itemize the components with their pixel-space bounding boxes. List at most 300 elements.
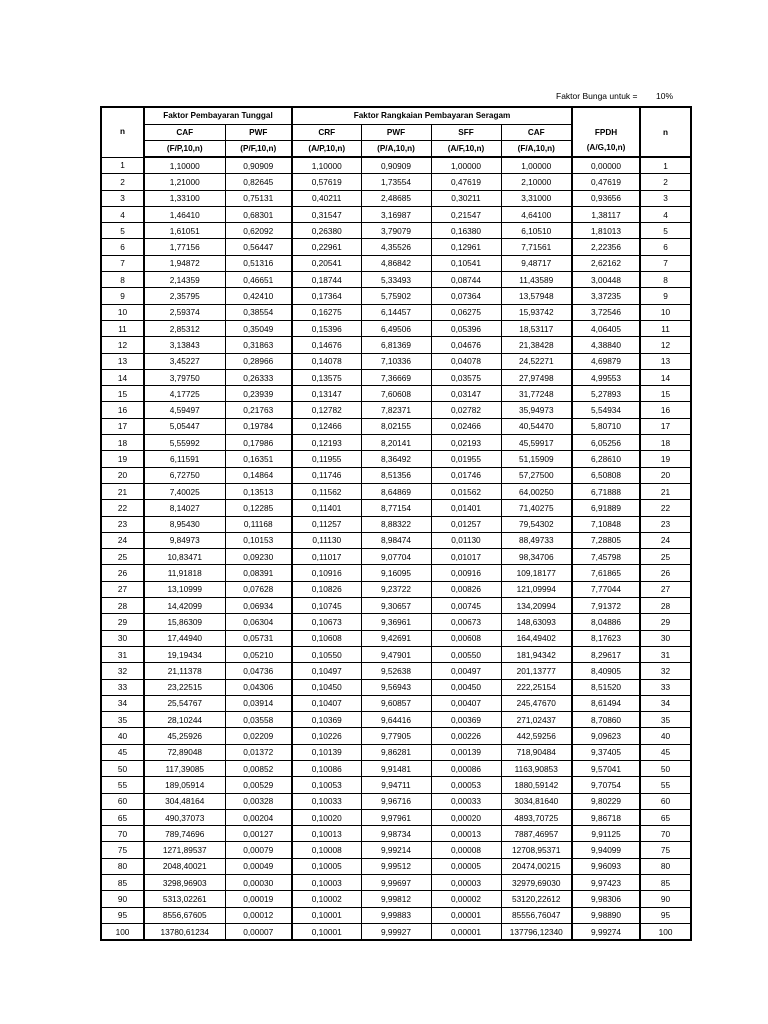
table-row [101, 679, 691, 695]
interest-rate-value: 10% [656, 91, 674, 101]
table-row [101, 598, 691, 614]
cell-n-right: 34 [640, 695, 691, 711]
cell-pwf-pa: 4,35526 [361, 239, 431, 255]
cell-sff-af: 0,00745 [431, 598, 501, 614]
cell-sff-af: 0,00226 [431, 728, 501, 744]
cell-pwf-pa: 3,16987 [361, 206, 431, 222]
cell-caf-fp: 8,95430 [144, 516, 225, 532]
cell-pwf-pa: 9,23722 [361, 581, 431, 597]
cell-n-right: 75 [640, 842, 691, 858]
cell-fpdh-ag: 9,94099 [572, 842, 640, 858]
cell-n-left: 13 [101, 353, 144, 369]
cell-pwf-pa: 9,60857 [361, 695, 431, 711]
cell-sff-af: 0,00369 [431, 712, 501, 728]
cell-crf-ap: 0,11955 [292, 451, 361, 467]
cell-crf-ap: 0,16275 [292, 304, 361, 320]
cell-caf-fp: 5313,02261 [144, 891, 225, 907]
table-row [101, 793, 691, 809]
cell-n-right: 65 [640, 809, 691, 825]
cell-pwf-pf: 0,23939 [225, 386, 292, 402]
table-row [101, 842, 691, 858]
cell-n-right: 45 [640, 744, 691, 760]
table-row [101, 467, 691, 483]
table-row [101, 402, 691, 418]
table-header [101, 107, 691, 157]
formula-ap: (A/P,10,n) [292, 141, 361, 158]
cell-caf-fp: 13780,61234 [144, 923, 225, 940]
cell-n-right: 60 [640, 793, 691, 809]
cell-n-right: 20 [640, 467, 691, 483]
cell-caf-fa: 51,15909 [501, 451, 572, 467]
table-row [101, 826, 691, 842]
cell-pwf-pa: 7,82371 [361, 402, 431, 418]
cell-caf-fp: 490,37073 [144, 809, 225, 825]
table-row [101, 386, 691, 402]
cell-pwf-pa: 9,52638 [361, 663, 431, 679]
cell-pwf-pf: 0,02209 [225, 728, 292, 744]
cell-pwf-pf: 0,13513 [225, 483, 292, 499]
header-n-right-spacer [640, 107, 691, 125]
cell-pwf-pf: 0,16351 [225, 451, 292, 467]
cell-caf-fa: 222,25154 [501, 679, 572, 695]
header-n-right: n [640, 125, 691, 141]
cell-n-right: 3 [640, 190, 691, 206]
cell-crf-ap: 0,10369 [292, 712, 361, 728]
cell-sff-af: 0,01955 [431, 451, 501, 467]
cell-sff-af: 0,02466 [431, 418, 501, 434]
cell-pwf-pf: 0,28966 [225, 353, 292, 369]
cell-n-left: 5 [101, 223, 144, 239]
cell-fpdh-ag: 8,51520 [572, 679, 640, 695]
cell-caf-fp: 1271,89537 [144, 842, 225, 858]
cell-caf-fp: 1,94872 [144, 255, 225, 271]
cell-caf-fp: 3,13843 [144, 337, 225, 353]
cell-pwf-pa: 8,64869 [361, 483, 431, 499]
cell-sff-af: 0,02193 [431, 435, 501, 451]
table-row [101, 451, 691, 467]
cell-caf-fa: 27,97498 [501, 369, 572, 385]
table-row [101, 907, 691, 923]
cell-pwf-pa: 7,60608 [361, 386, 431, 402]
cell-pwf-pf: 0,90909 [225, 157, 292, 174]
table-row [101, 435, 691, 451]
cell-pwf-pa: 6,49506 [361, 320, 431, 336]
cell-n-left: 2 [101, 174, 144, 190]
cell-caf-fa: 21,38428 [501, 337, 572, 353]
cell-crf-ap: 0,10139 [292, 744, 361, 760]
cell-caf-fp: 3,45227 [144, 353, 225, 369]
cell-sff-af: 0,05396 [431, 320, 501, 336]
cell-crf-ap: 0,10020 [292, 809, 361, 825]
formula-ag: (A/G,10,n) [572, 141, 640, 158]
cell-pwf-pf: 0,04736 [225, 663, 292, 679]
cell-sff-af: 0,06275 [431, 304, 501, 320]
cell-pwf-pa: 9,47901 [361, 646, 431, 662]
cell-caf-fp: 2,35795 [144, 288, 225, 304]
cell-pwf-pa: 8,20141 [361, 435, 431, 451]
cell-fpdh-ag: 2,22356 [572, 239, 640, 255]
cell-n-left: 40 [101, 728, 144, 744]
cell-crf-ap: 0,11746 [292, 467, 361, 483]
cell-caf-fa: 164,49402 [501, 630, 572, 646]
cell-caf-fa: 7887,46957 [501, 826, 572, 842]
cell-n-left: 4 [101, 206, 144, 222]
cell-caf-fa: 181,94342 [501, 646, 572, 662]
cell-sff-af: 0,00550 [431, 646, 501, 662]
cell-n-left: 75 [101, 842, 144, 858]
cell-sff-af: 0,00450 [431, 679, 501, 695]
cell-caf-fp: 1,21000 [144, 174, 225, 190]
formula-fa: (F/A,10,n) [501, 141, 572, 158]
cell-pwf-pf: 0,68301 [225, 206, 292, 222]
cell-crf-ap: 0,10033 [292, 793, 361, 809]
cell-n-right: 10 [640, 304, 691, 320]
table-row [101, 190, 691, 206]
cell-caf-fa: 88,49733 [501, 532, 572, 548]
cell-sff-af: 0,04676 [431, 337, 501, 353]
table-row [101, 223, 691, 239]
cell-crf-ap: 0,13147 [292, 386, 361, 402]
cell-crf-ap: 0,10053 [292, 777, 361, 793]
cell-caf-fa: 271,02437 [501, 712, 572, 728]
header-caf-fp: CAF [144, 125, 225, 141]
table-row [101, 483, 691, 499]
cell-pwf-pf: 0,12285 [225, 500, 292, 516]
cell-caf-fp: 23,22515 [144, 679, 225, 695]
cell-pwf-pa: 3,79079 [361, 223, 431, 239]
cell-caf-fp: 72,89048 [144, 744, 225, 760]
cell-n-left: 12 [101, 337, 144, 353]
cell-crf-ap: 0,10003 [292, 875, 361, 891]
cell-crf-ap: 1,10000 [292, 157, 361, 174]
cell-pwf-pa: 8,88322 [361, 516, 431, 532]
cell-fpdh-ag: 5,27893 [572, 386, 640, 402]
cell-pwf-pf: 0,46651 [225, 272, 292, 288]
cell-caf-fp: 2,85312 [144, 320, 225, 336]
cell-sff-af: 0,00033 [431, 793, 501, 809]
cell-pwf-pa: 7,10336 [361, 353, 431, 369]
table-row [101, 875, 691, 891]
cell-crf-ap: 0,18744 [292, 272, 361, 288]
cell-pwf-pa: 8,02155 [361, 418, 431, 434]
cell-sff-af: 0,47619 [431, 174, 501, 190]
cell-pwf-pf: 0,51316 [225, 255, 292, 271]
cell-caf-fp: 14,42099 [144, 598, 225, 614]
cell-n-right: 40 [640, 728, 691, 744]
cell-n-right: 21 [640, 483, 691, 499]
cell-caf-fa: 137796,12340 [501, 923, 572, 940]
cell-fpdh-ag: 8,17623 [572, 630, 640, 646]
cell-sff-af: 0,00407 [431, 695, 501, 711]
cell-crf-ap: 0,10745 [292, 598, 361, 614]
cell-n-left: 10 [101, 304, 144, 320]
cell-n-right: 18 [640, 435, 691, 451]
cell-pwf-pf: 0,00030 [225, 875, 292, 891]
cell-crf-ap: 0,10226 [292, 728, 361, 744]
cell-caf-fp: 45,25926 [144, 728, 225, 744]
cell-caf-fa: 31,77248 [501, 386, 572, 402]
cell-pwf-pa: 9,99512 [361, 858, 431, 874]
interest-factor-table [100, 106, 692, 941]
cell-n-left: 18 [101, 435, 144, 451]
table-row [101, 663, 691, 679]
cell-n-left: 6 [101, 239, 144, 255]
cell-caf-fa: 45,59917 [501, 435, 572, 451]
cell-caf-fa: 1,00000 [501, 157, 572, 174]
cell-caf-fa: 57,27500 [501, 467, 572, 483]
cell-caf-fp: 2,14359 [144, 272, 225, 288]
cell-fpdh-ag: 7,45798 [572, 549, 640, 565]
header-caf-fa: CAF [501, 125, 572, 141]
cell-pwf-pf: 0,21763 [225, 402, 292, 418]
cell-pwf-pa: 1,73554 [361, 174, 431, 190]
cell-fpdh-ag: 0,00000 [572, 157, 640, 174]
cell-n-left: 80 [101, 858, 144, 874]
cell-sff-af: 0,03575 [431, 369, 501, 385]
cell-fpdh-ag: 4,99553 [572, 369, 640, 385]
table-row [101, 744, 691, 760]
formula-n-right-spacer [640, 141, 691, 158]
cell-pwf-pa: 8,77154 [361, 500, 431, 516]
cell-caf-fp: 789,74696 [144, 826, 225, 842]
cell-fpdh-ag: 7,10848 [572, 516, 640, 532]
cell-sff-af: 0,00139 [431, 744, 501, 760]
cell-caf-fa: 6,10510 [501, 223, 572, 239]
cell-pwf-pf: 0,26333 [225, 369, 292, 385]
cell-crf-ap: 0,12782 [292, 402, 361, 418]
cell-sff-af: 0,16380 [431, 223, 501, 239]
cell-caf-fp: 3,79750 [144, 369, 225, 385]
cell-n-right: 2 [640, 174, 691, 190]
cell-caf-fp: 19,19434 [144, 646, 225, 662]
cell-pwf-pf: 0,07628 [225, 581, 292, 597]
header-pwf-pa: PWF [361, 125, 431, 141]
cell-pwf-pf: 0,42410 [225, 288, 292, 304]
cell-fpdh-ag: 2,62162 [572, 255, 640, 271]
cell-fpdh-ag: 6,71888 [572, 483, 640, 499]
cell-n-right: 4 [640, 206, 691, 222]
table-row [101, 777, 691, 793]
cell-fpdh-ag: 7,61865 [572, 565, 640, 581]
cell-n-right: 35 [640, 712, 691, 728]
cell-fpdh-ag: 1,38117 [572, 206, 640, 222]
cell-caf-fa: 121,09994 [501, 581, 572, 597]
cell-n-left: 31 [101, 646, 144, 662]
cell-crf-ap: 0,10497 [292, 663, 361, 679]
cell-n-left: 95 [101, 907, 144, 923]
cell-n-left: 23 [101, 516, 144, 532]
table-row [101, 337, 691, 353]
table-row [101, 646, 691, 662]
cell-fpdh-ag: 9,57041 [572, 760, 640, 776]
cell-caf-fa: 20474,00215 [501, 858, 572, 874]
cell-sff-af: 0,01130 [431, 532, 501, 548]
cell-sff-af: 0,00497 [431, 663, 501, 679]
cell-n-right: 15 [640, 386, 691, 402]
cell-pwf-pf: 0,14864 [225, 467, 292, 483]
cell-caf-fa: 2,10000 [501, 174, 572, 190]
cell-n-left: 7 [101, 255, 144, 271]
cell-sff-af: 0,30211 [431, 190, 501, 206]
cell-fpdh-ag: 6,28610 [572, 451, 640, 467]
cell-caf-fa: 18,53117 [501, 320, 572, 336]
cell-crf-ap: 0,57619 [292, 174, 361, 190]
cell-n-left: 55 [101, 777, 144, 793]
cell-crf-ap: 0,10450 [292, 679, 361, 695]
cell-fpdh-ag: 0,47619 [572, 174, 640, 190]
cell-pwf-pf: 0,00019 [225, 891, 292, 907]
cell-caf-fp: 117,39085 [144, 760, 225, 776]
cell-caf-fp: 6,72750 [144, 467, 225, 483]
cell-n-left: 20 [101, 467, 144, 483]
cell-pwf-pf: 0,00204 [225, 809, 292, 825]
cell-sff-af: 0,00916 [431, 565, 501, 581]
cell-pwf-pf: 0,00852 [225, 760, 292, 776]
cell-sff-af: 0,00086 [431, 760, 501, 776]
cell-n-right: 29 [640, 614, 691, 630]
table-row [101, 206, 691, 222]
cell-crf-ap: 0,10086 [292, 760, 361, 776]
header-uniform-series-group: Faktor Rangkaian Pembayaran Seragam [292, 107, 572, 125]
cell-pwf-pf: 0,04306 [225, 679, 292, 695]
cell-n-right: 7 [640, 255, 691, 271]
table-row [101, 891, 691, 907]
cell-n-left: 25 [101, 549, 144, 565]
cell-n-left: 85 [101, 875, 144, 891]
table-row [101, 304, 691, 320]
cell-caf-fp: 25,54767 [144, 695, 225, 711]
cell-n-right: 23 [640, 516, 691, 532]
formula-fp: (F/P,10,n) [144, 141, 225, 158]
cell-n-right: 33 [640, 679, 691, 695]
cell-sff-af: 0,00003 [431, 875, 501, 891]
cell-caf-fa: 4,64100 [501, 206, 572, 222]
cell-crf-ap: 0,31547 [292, 206, 361, 222]
cell-fpdh-ag: 9,91125 [572, 826, 640, 842]
header-single-payment-group: Faktor Pembayaran Tunggal [144, 107, 292, 125]
cell-caf-fa: 109,18177 [501, 565, 572, 581]
table-row [101, 728, 691, 744]
cell-crf-ap: 0,11257 [292, 516, 361, 532]
cell-sff-af: 0,04078 [431, 353, 501, 369]
cell-sff-af: 0,01562 [431, 483, 501, 499]
cell-caf-fp: 1,61051 [144, 223, 225, 239]
cell-fpdh-ag: 7,91372 [572, 598, 640, 614]
cell-crf-ap: 0,10407 [292, 695, 361, 711]
cell-n-right: 24 [640, 532, 691, 548]
cell-caf-fp: 17,44940 [144, 630, 225, 646]
cell-n-right: 13 [640, 353, 691, 369]
cell-crf-ap: 0,10001 [292, 923, 361, 940]
cell-n-right: 19 [640, 451, 691, 467]
cell-sff-af: 0,01017 [431, 549, 501, 565]
header-sff: SFF [431, 125, 501, 141]
table-row [101, 174, 691, 190]
cell-sff-af: 0,00005 [431, 858, 501, 874]
cell-n-left: 34 [101, 695, 144, 711]
formula-pa: (P/A,10,n) [361, 141, 431, 158]
cell-caf-fp: 10,83471 [144, 549, 225, 565]
table-row [101, 288, 691, 304]
cell-sff-af: 0,02782 [431, 402, 501, 418]
cell-pwf-pa: 9,07704 [361, 549, 431, 565]
cell-pwf-pa: 2,48685 [361, 190, 431, 206]
cell-pwf-pf: 0,03558 [225, 712, 292, 728]
cell-caf-fa: 1163,90853 [501, 760, 572, 776]
cell-fpdh-ag: 9,37405 [572, 744, 640, 760]
cell-caf-fp: 5,55992 [144, 435, 225, 451]
cell-pwf-pa: 9,30657 [361, 598, 431, 614]
cell-fpdh-ag: 7,77044 [572, 581, 640, 597]
cell-caf-fa: 442,59256 [501, 728, 572, 744]
cell-caf-fp: 15,86309 [144, 614, 225, 630]
cell-n-left: 24 [101, 532, 144, 548]
cell-fpdh-ag: 6,50808 [572, 467, 640, 483]
cell-fpdh-ag: 3,37235 [572, 288, 640, 304]
cell-pwf-pa: 8,98474 [361, 532, 431, 548]
cell-sff-af: 0,00608 [431, 630, 501, 646]
cell-fpdh-ag: 4,69879 [572, 353, 640, 369]
cell-pwf-pf: 0,17986 [225, 435, 292, 451]
cell-n-left: 45 [101, 744, 144, 760]
cell-pwf-pa: 9,64416 [361, 712, 431, 728]
header-crf: CRF [292, 125, 361, 141]
cell-n-left: 32 [101, 663, 144, 679]
header-pwf-pf: PWF [225, 125, 292, 141]
cell-n-right: 8 [640, 272, 691, 288]
cell-fpdh-ag: 3,00448 [572, 272, 640, 288]
cell-sff-af: 0,08744 [431, 272, 501, 288]
cell-sff-af: 0,00008 [431, 842, 501, 858]
cell-pwf-pf: 0,11168 [225, 516, 292, 532]
cell-n-right: 95 [640, 907, 691, 923]
table-row [101, 760, 691, 776]
cell-crf-ap: 0,13575 [292, 369, 361, 385]
cell-sff-af: 0,10541 [431, 255, 501, 271]
cell-pwf-pa: 6,81369 [361, 337, 431, 353]
cell-fpdh-ag: 4,38840 [572, 337, 640, 353]
cell-caf-fa: 85556,76047 [501, 907, 572, 923]
cell-caf-fp: 3298,96903 [144, 875, 225, 891]
cell-n-right: 6 [640, 239, 691, 255]
cell-pwf-pf: 0,03914 [225, 695, 292, 711]
cell-sff-af: 0,00673 [431, 614, 501, 630]
cell-pwf-pa: 8,51356 [361, 467, 431, 483]
cell-pwf-pf: 0,05210 [225, 646, 292, 662]
cell-crf-ap: 0,11130 [292, 532, 361, 548]
cell-fpdh-ag: 8,70860 [572, 712, 640, 728]
cell-caf-fa: 3034,81640 [501, 793, 572, 809]
cell-pwf-pf: 0,35049 [225, 320, 292, 336]
header-fpdh-spacer [572, 107, 640, 125]
cell-n-right: 14 [640, 369, 691, 385]
cell-caf-fp: 11,91818 [144, 565, 225, 581]
cell-pwf-pa: 9,91481 [361, 760, 431, 776]
cell-sff-af: 0,21547 [431, 206, 501, 222]
cell-pwf-pf: 0,00127 [225, 826, 292, 842]
table-row [101, 157, 691, 174]
cell-caf-fa: 79,54302 [501, 516, 572, 532]
header-fpdh: FPDH [572, 125, 640, 141]
cell-n-right: 1 [640, 157, 691, 174]
cell-pwf-pa: 0,90909 [361, 157, 431, 174]
cell-fpdh-ag: 5,54934 [572, 402, 640, 418]
table-row [101, 320, 691, 336]
cell-crf-ap: 0,10013 [292, 826, 361, 842]
cell-pwf-pa: 9,99883 [361, 907, 431, 923]
cell-sff-af: 0,12961 [431, 239, 501, 255]
cell-crf-ap: 0,26380 [292, 223, 361, 239]
